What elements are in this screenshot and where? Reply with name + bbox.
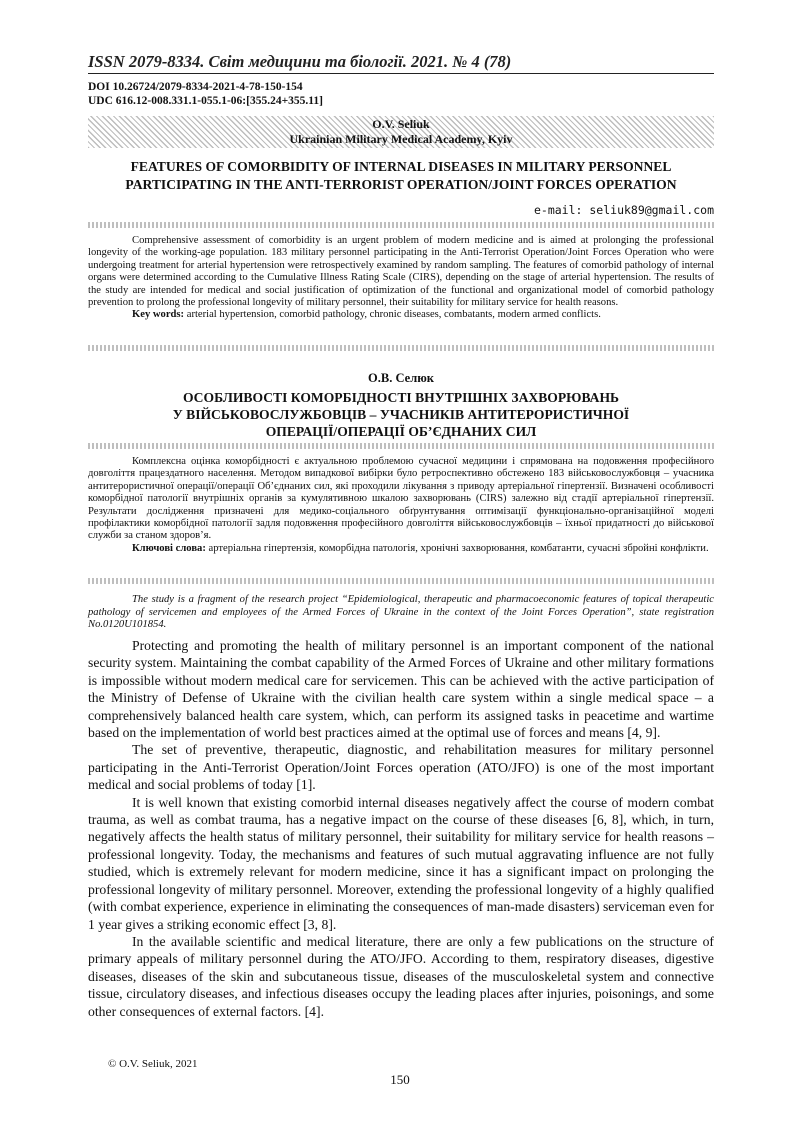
doi: DOI 10.26724/2079-8334-2021-4-78-150-154 — [88, 81, 303, 93]
abstract-ua — [88, 456, 714, 555]
article-title-en — [88, 158, 714, 194]
header-rule — [88, 73, 714, 74]
title-ua-line-1: ОСОБЛИВОСТІ КОМОРБІДНОСТІ ВНУТРІШНІХ ЗАХВОРЮВАНЬ — [182, 390, 620, 405]
author-email[interactable]: e-mail: seliuk89@gmail.com — [533, 203, 714, 217]
udc: UDC 616.12-008.331.1-055.1-06:[355.24+355.11] — [88, 95, 323, 107]
abstract-ua-text: Комплексна оцінка коморбідності є актуальною проблемою сучасної медицини і спрямована на подовження професійного довголіття працездатного населення. Методом випадкової вибірки було ретроспективно обстежено 183 військовослужбовця – учасника антитерористичної операції/операції Об’єднаних сил, які проходили лікування з приводу артеріальної гіпертензії. Визначені особливості коморбідної патології внутрішніх органів за кумулятивною шкалою захворювань (CIRS) залежно від стадії артеріальної гіпертензії. Результати дослідження призначені для медико-соціального обґрунтування оптимізації функціонально-організаційної моделі профілактики коморбідної патології задля подовження професійного довголіття військовослужбовців – їхньої придатності до військової служби за станом здоров’я. — [88, 456, 714, 542]
copyright: © O.V. Seliuk, 2021 — [108, 1058, 198, 1070]
author-name-ua: О.В. Селюк — [368, 371, 434, 385]
separator-top-ua — [88, 443, 714, 449]
separator-bottom-ua — [88, 578, 714, 584]
page-number: 150 — [390, 1072, 410, 1087]
abstract-en — [88, 235, 714, 322]
abstract-en-text: Comprehensive assessment of comorbidity is an urgent problem of modern medicine and is aimed at prolonging the professional longevity of the working-age population. 183 military personnel participating in the Anti-Terrorist Operation/Joint Forces Operation who were undergoing treatment for arterial hypertension were retrospectively examined by random sampling. The features of comorbid pathology of internal organs were determined according to the Cumulative Illness Rating Scale (CIRS), depending on the stage of arterial hypertension. The results of the study are intended for medical and social justification of optimization of the functional and organizational model of comorbid pathology prevention to prolong the professional longevity of military personnel, their suitability for military service for health reasons. — [88, 235, 714, 309]
title-ua-line-3: ОПЕРАЦІЇ/ОПЕРАЦІЇ ОБ’ЄДНАНИХ СИЛ — [265, 424, 537, 439]
keywords-en-values: arterial hypertension, comorbid pathology, chronic diseases, combatants, modern armed conflicts. — [186, 309, 601, 321]
keywords-ua-label: Ключові слова: — [132, 542, 206, 554]
title-en-line-2: PARTICIPATING IN THE ANTI-TERRORIST OPERATION/JOINT FORCES OPERATION — [125, 177, 677, 192]
title-ua-line-2: У ВІЙСЬКОВОСЛУЖБОВЦІВ – УЧАСНИКІВ АНТИТЕРОРИСТИЧНОЇ — [172, 407, 630, 422]
research-note — [88, 594, 714, 632]
article-body — [88, 637, 714, 1020]
doi-block — [88, 80, 323, 108]
article-title-ua — [88, 389, 714, 440]
keywords-en — [88, 309, 714, 321]
research-note-text: The study is a fragment of the research project “Epidemiological, therapeutic and pharmacoeconomic features of topical therapeutic pathology of servicemen and employees of the Armed Forces of Ukraine in the context of the Joint Forces Operation”, state registration No.0120U101854. — [88, 594, 714, 631]
journal-header: ISSN 2079-8334. Світ медицини та біології. 2021. № 4 (78) — [88, 52, 512, 71]
author-band-en — [88, 116, 714, 148]
separator-top-en — [88, 222, 714, 228]
body-paragraph: Protecting and promoting the health of military personnel is an important component of the national security system. Maintaining the combat capability of the Armed Forces of Ukraine and other military formations is impossible without modern medical care for servicemen. This can be achieved with the active participation of the Ministry of Defense of Ukraine with the civilian health care system within a single medical space – a comprehensively balanced health care system, which, can perform its assigned tasks in peacetime and wartime based on the implementation of world best practices aimed at the optimal use of forces and means [4, 9]. — [88, 638, 714, 741]
author-affiliation-en: Ukrainian Military Medical Academy, Kyiv — [289, 132, 513, 146]
body-paragraph: The set of preventive, therapeutic, diagnostic, and rehabilitation measures for military personnel participating in the Anti-Terrorist Operation/Joint Forces operation (ATO/JFO) is one of the most important medical and social problems of today [1]. — [88, 742, 714, 793]
body-paragraph: In the available scientific and medical literature, there are only a few publications on the structure of primary appeals of military personnel during the ATO/JFO. According to them, respiratory diseases, digestive diseases, diseases of the skin and subcutaneous tissue, diseases of the musculoskeletal system and connective tissue, circulatory diseases, and infectious diseases occupy the leading places after injuries, poisonings, and some other consequences of external factors. [4]. — [88, 933, 714, 1019]
keywords-ua-values: артеріальна гіпертензія, коморбідна патологія, хронічні захворювання, комбатанти, сучасні збройні конфлікти. — [208, 542, 709, 554]
title-en-line-1: FEATURES OF COMORBIDITY OF INTERNAL DISEASES IN MILITARY PERSONNEL — [130, 159, 672, 174]
author-name-en: O.V. Seliuk — [372, 117, 430, 131]
separator-bottom-en — [88, 345, 714, 351]
keywords-en-label: Key words: — [132, 309, 185, 321]
body-paragraph: It is well known that existing comorbid internal diseases negatively affect the course of modern combat trauma, as well as combat trauma, has a negative impact on the course of these diseases [6, 8], which, in turn, negatively affects the health status of military personnel, their suitability for military service for health reasons – professional longevity. Today, the mechanisms and features of such mutual aggravating influence are not fully studied, which is extremely relevant for modern medicine, since it has a significant impact on prolonging the professional longevity of military personnel. Moreover, extending the professional longevity of a highly qualified (with combat experience, experience in eliminating the consequences of man-made disasters) serviceman even for 1 year gives a striking economic effect [3, 8]. — [88, 794, 714, 932]
keywords-ua — [88, 543, 714, 555]
